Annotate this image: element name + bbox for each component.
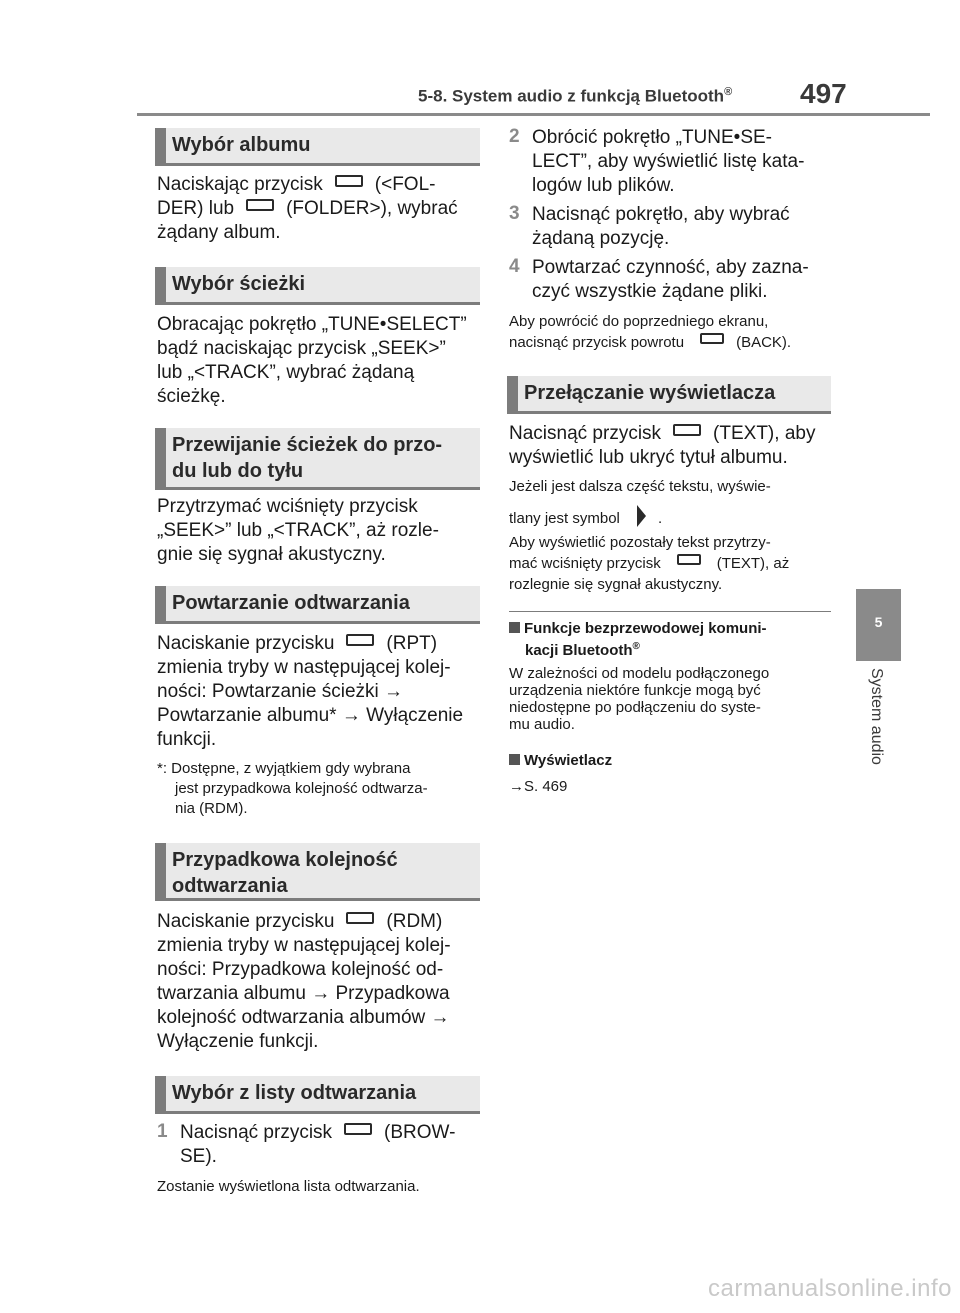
text-button-icon-2 xyxy=(677,554,701,565)
browse-note: Zostanie wyświetlona lista odtwarzania. xyxy=(157,1178,420,1195)
back-note-line-1: Aby powrócić do poprzedniego ekranu, xyxy=(509,313,769,330)
display-note-1-line-2: tlany jest symbol . xyxy=(509,504,662,529)
step-2-line-3: logów lub plików. xyxy=(532,175,675,196)
step-number-1: 1 xyxy=(157,1121,168,1142)
repeat-line-1: Naciskanie przycisku (RPT) xyxy=(157,633,438,654)
step-4-line-1: Powtarzać czynność, aby zazna- xyxy=(532,257,809,278)
wireless-title-line-2: kacji Bluetooth® xyxy=(525,641,640,659)
wireless-line-2: urządzenia niektóre funkcje mogą być xyxy=(509,682,761,699)
section-heading-album: Wybór albumu xyxy=(155,128,480,166)
screen-page-reference[interactable]: →S. 469 xyxy=(509,778,568,795)
album-line-3: żądany album. xyxy=(157,222,281,243)
wireless-line-4: mu audio. xyxy=(509,716,575,733)
square-bullet-icon xyxy=(509,622,520,633)
display-note-2-line-3: rozlegnie się sygnał akustyczny. xyxy=(509,576,723,593)
step-number-3: 3 xyxy=(509,203,520,224)
back-button-icon xyxy=(700,333,724,344)
info-divider xyxy=(509,611,831,612)
repeat-line-4: Powtarzanie albumu* → Wyłączenie xyxy=(157,705,464,726)
chapter-title: 5-8. System audio z funkcją Bluetooth® xyxy=(418,86,733,106)
track-line-4: ścieżkę. xyxy=(157,386,226,407)
section-heading-random: Przypadkowa kolejność odtwarzania xyxy=(155,843,480,901)
browse-button-icon xyxy=(344,1123,372,1135)
browse-step-1-line-1: Nacisnąć przycisk (BROW- xyxy=(180,1122,456,1143)
seek-line-1: Przytrzymać wciśnięty przycisk xyxy=(157,496,418,517)
random-line-1: Naciskanie przycisku (RDM) xyxy=(157,911,443,932)
album-line-1: Naciskając przycisk (<FOL- xyxy=(157,174,436,195)
random-line-2: zmienia tryby w następującej kolej- xyxy=(157,935,451,956)
random-line-6: Wyłączenie funkcji. xyxy=(157,1031,319,1052)
section-heading-seek: Przewijanie ścieżek do przo- du lub do tyłu xyxy=(155,428,480,490)
repeat-footnote-3: nia (RDM). xyxy=(175,800,248,817)
repeat-footnote-1: *: Dostępne, z wyjątkiem gdy wybrana xyxy=(157,760,411,777)
rpt-button-icon xyxy=(346,634,374,646)
random-line-3: ności: Przypadkowa kolejność od- xyxy=(157,959,444,980)
random-line-4: twarzania albumu → Przypadkowa xyxy=(157,983,450,1004)
random-line-5: kolejność odtwarzania albumów → xyxy=(157,1007,450,1028)
step-number-4: 4 xyxy=(509,256,520,277)
square-bullet-icon xyxy=(509,754,520,765)
header-rule xyxy=(137,113,930,116)
wireless-line-3: niedostępne po podłączeniu do syste- xyxy=(509,699,761,716)
step-number-2: 2 xyxy=(509,126,520,147)
section-heading-repeat: Powtarzanie odtwarzania xyxy=(155,586,480,624)
step-3-line-1: Nacisnąć pokrętło, aby wybrać xyxy=(532,204,790,225)
seek-line-3: gnie się sygnał akustyczny. xyxy=(157,544,386,565)
album-line-2: DER) lub (FOLDER>), wybrać xyxy=(157,198,458,219)
display-line-2: wyświetlić lub ukryć tytuł albumu. xyxy=(509,447,788,468)
seek-line-2: „SEEK>” lub „<TRACK”, aż rozle- xyxy=(157,520,439,541)
folder-down-button-icon xyxy=(335,175,363,187)
display-note-1-line-1: Jeżeli jest dalsza część tekstu, wyświe- xyxy=(509,478,771,495)
more-text-arrow-icon xyxy=(632,504,654,528)
step-2-line-1: Obrócić pokrętło „TUNE•SE- xyxy=(532,127,772,148)
chapter-tab-number[interactable]: 5 xyxy=(856,589,901,661)
wireless-line-1: W zależności od modelu podłączonego xyxy=(509,665,770,682)
step-4-line-2: czyć wszystkie żądane pliki. xyxy=(532,281,768,302)
track-line-2: bądź naciskając przycisk „SEEK>” xyxy=(157,338,446,359)
step-2-line-2: LECT”, aby wyświetlić listę kata- xyxy=(532,151,805,172)
wireless-title-line-1: Funkcje bezprzewodowej komuni- xyxy=(509,619,767,639)
display-line-1: Nacisnąć przycisk (TEXT), aby xyxy=(509,423,816,444)
chapter-tab-label: System audio xyxy=(868,668,885,765)
step-3-line-2: żądaną pozycję. xyxy=(532,228,670,249)
watermark: carmanualsonline.info xyxy=(708,1275,952,1302)
section-heading-browse: Wybór z listy odtwarzania xyxy=(155,1076,480,1114)
section-heading-display: Przełączanie wyświetlacza xyxy=(507,376,831,414)
display-note-2-line-1: Aby wyświetlić pozostały tekst przytrzy- xyxy=(509,534,771,551)
screen-title: Wyświetlacz xyxy=(509,751,612,771)
repeat-footnote-2: jest przypadkowa kolejność odtwarza- xyxy=(175,780,428,797)
track-line-1: Obracając pokrętło „TUNE•SELECT” xyxy=(157,314,467,335)
back-note-line-2: nacisnąć przycisk powrotu (BACK). xyxy=(509,334,792,351)
section-heading-track: Wybór ścieżki xyxy=(155,267,480,305)
display-note-2-line-2: mać wciśnięty przycisk (TEXT), aż xyxy=(509,555,790,572)
repeat-line-5: funkcji. xyxy=(157,729,217,750)
track-line-3: lub „<TRACK”, wybrać żądaną xyxy=(157,362,415,383)
repeat-line-2: zmienia tryby w następującej kolej- xyxy=(157,657,451,678)
browse-step-1-line-2: SE). xyxy=(180,1146,217,1167)
page-number: 497 xyxy=(800,78,847,109)
repeat-line-3: ności: Powtarzanie ścieżki → xyxy=(157,681,404,702)
rdm-button-icon xyxy=(346,912,374,924)
text-button-icon xyxy=(673,424,701,436)
folder-up-button-icon xyxy=(246,199,274,211)
